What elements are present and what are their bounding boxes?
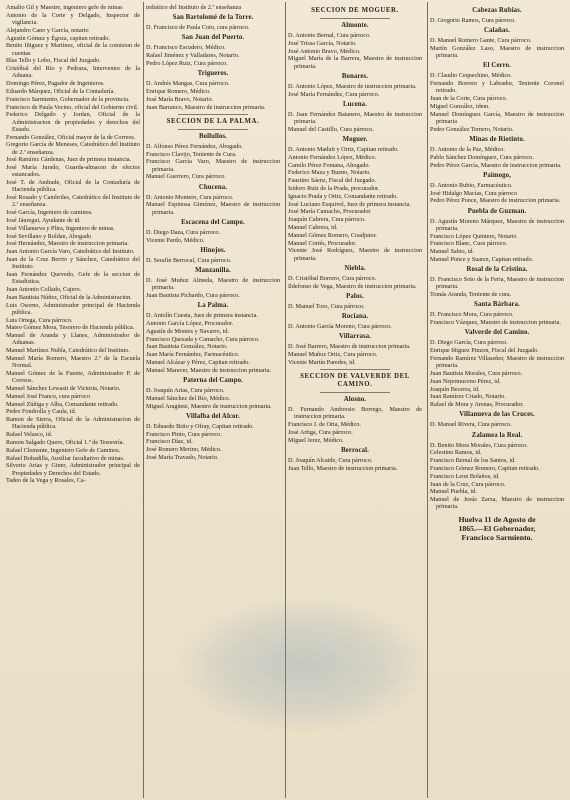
list-entry: Francisco Gómez Romero, Capitan retirado. (430, 464, 540, 472)
section-title: SECCION DE VALVERDE DEL CAMINO. (300, 372, 410, 388)
list-entry: Isidoro Ruiz de la Prada, procurador. (288, 184, 380, 192)
town-heading: Escacena del Campo. (181, 218, 245, 226)
closing-line: Francisco Sarmiento. (461, 532, 533, 542)
list-entry: Francisco Blanc, Cura párroco. (430, 240, 508, 248)
list-entry: Antonio Fernández López, Médico. (288, 153, 377, 161)
list-entry: D. Joaquín Arias, Cura párroco. (146, 386, 225, 394)
list-entry: José Hidalgo Macías, Cura párroco (430, 189, 518, 197)
list-entry: D. Antonio Bernal, Cura párroco. (288, 32, 371, 39)
list-entry: José Trissa García, Notario. (288, 39, 357, 47)
town-heading: Hinojos. (200, 246, 226, 254)
list-entry: José Luciano Esquivel, Juez de primera instancia. (288, 200, 412, 208)
list-entry: Miguel María de la Barrera, Maestro de instruccion primaria. (288, 55, 422, 70)
list-entry: D. Antonio Montero, Cura párroco. (146, 193, 234, 201)
list-entry: Manuel Zúñiga y Alba, Comandante retirado. (6, 400, 119, 408)
town-heading: Puebla de Guzman. (467, 207, 527, 215)
list-entry: Manuel del Castillo, Cura párroco. (288, 125, 374, 133)
list-entry: José Ramírez Cárdenas, Juez de primera instancia. (6, 156, 132, 164)
town-heading: Cabezas Rubias. (472, 7, 522, 14)
list-entry: Manuel de Jesús Zarza, Maestro de instruccion primaria. (430, 496, 564, 511)
list-entry: Manuel de Aranda y Llanes, Administrador de Aduanas. (6, 332, 140, 347)
list-entry: D. Antonio García Moreno, Cura párroco. (288, 322, 392, 330)
town-heading: Palos. (346, 292, 364, 300)
closing-line: Huelva 11 de Agosto de (458, 514, 536, 524)
list-entry: D. Joaquín Alcaide, Cura párroco. (288, 456, 373, 464)
list-entry: José Artiga, Cura párroco. (288, 428, 353, 436)
list-entry: José María Camacho, Procurador (288, 208, 371, 216)
list-entry: Manuel Muñoz Ortiz, Cura párroco. (288, 350, 378, 358)
list-entry: Manuel Cabrera, id. (288, 223, 338, 231)
list-entry: D. Francisco Escudero, Médico. (146, 44, 226, 52)
town-heading: Paimogo, (483, 171, 511, 179)
list-entry: Ramon Salgado Quero, Oficial 1.º de Tesorería. (6, 438, 125, 446)
town-heading: San Bartolomé de la Torre. (172, 14, 254, 22)
list-entry: Tadeo de la Vega y Rosales, Ca- (6, 477, 86, 485)
list-entry: Fernando Ramírez Villaseñor, Maestro de instruccion primaria. (430, 354, 564, 370)
list-entry: José Sevillano y Roldan, Abogado (6, 232, 92, 240)
town-heading: Moguer. (342, 136, 368, 143)
list-entry: D. Benito Mora Morales, Cura párroco. (430, 441, 528, 449)
list-entry: Manuel Puebla, id. (430, 488, 477, 496)
town-heading: Bonares. (341, 72, 369, 80)
list-entry: Francisco García Varo, Maestro de instruccion primaria. (146, 158, 280, 173)
list-entry: Francisco Díaz, id. (146, 438, 193, 446)
list-entry: Juan María Fernández, Farmacéutico. (146, 351, 240, 359)
section-title: SECCION DE MOGUER. (311, 7, 399, 14)
list-entry: José Hernández, Maestro de instruccion primaria. (6, 240, 129, 248)
list-entry: Ignacio Prada y Ortiz, Comandante retirado. (288, 192, 398, 200)
list-entry: Alejandro Cano y García, notario (6, 26, 89, 34)
town-heading: Bollullos. (198, 132, 227, 140)
list-entry: Manuel Maraver, Maestro de instruccion primaria. (146, 366, 272, 374)
section-title: SECCION DE LA PALMA. (166, 117, 260, 125)
list-entry: D. Cristóbal Borrero, Cura párroco. (288, 274, 377, 282)
list-entry: tedrático del Instituto de 2.ª enseñanza (146, 4, 242, 11)
list-entry: José Romero Merino, Médico. (146, 446, 222, 454)
list-entry: D. Diego Daza, Cura párroco. (146, 228, 221, 236)
list-entry: Amalio Gil y Maestre, ingeniero gefe de minas (6, 4, 123, 11)
column-rule (285, 2, 286, 798)
list-entry: Enrique Iñiguez Pinzon, Fiscal del Juzgado. (430, 347, 539, 355)
list-entry: Rafael Jiménez y Valladares, Notario. (146, 52, 240, 60)
list-entry: Juan de la Corte, Cura párroco. (430, 95, 508, 103)
closing-line: 1865.—El Gobernador, (458, 523, 536, 533)
list-entry: Pedro Pérez Ponce, Maestro de instruccion primaria. (430, 197, 561, 205)
list-entry: Vicente Martín Paredes, id. (288, 358, 356, 366)
list-entry: D. Antonio de la Paz, Médico. (430, 146, 505, 153)
town-heading: Lucena. (343, 100, 367, 108)
list-entry: Manuel Sabio, id. (430, 248, 474, 256)
list-entry: Manuel María Romero, Maestro 2.º de la Escuela Normal. (6, 354, 140, 370)
list-entry: Juan Ramírez Criado, Notario. (430, 393, 506, 401)
town-heading: Calañas. (484, 27, 510, 35)
section-divider (320, 369, 390, 370)
list-entry: Francisco López Quintero, Notario (430, 232, 517, 240)
list-entry: Juan de la Cruz Berrio y Sánchez, Catedrático del Instituto. (6, 255, 140, 271)
list-entry: Fernando Borrero y Labrador, Teniente Coronel retirado. (430, 80, 564, 95)
list-entry: Juan Tello, Maestro de instruccion primaria. (288, 464, 398, 472)
list-entry: Domingo Pérez, Pagador de Ingenieros. (6, 80, 105, 88)
list-entry: D. Andrés Mangas, Cura párroco. (146, 80, 230, 88)
column-rule (143, 2, 144, 798)
list-entry: D. Francisco Mora, Cura párroco. (430, 311, 514, 319)
column-3 (288, 4, 422, 796)
list-entry: Manuel Sánchez del Río, Médico. (146, 394, 231, 402)
list-entry: Miguel Jerez, Médico. (288, 436, 344, 444)
list-entry: Manuel Guerrero, Cura párroco. (146, 173, 226, 181)
list-entry: Gregorio García de Meneses, Catedrático del Instituto de 2.ª enseñanza. (6, 141, 140, 156)
town-heading: Manzanilla. (195, 267, 231, 274)
list-entry: Joaquín Cabrera, Cura párroco. (288, 216, 366, 224)
list-entry: Juan Bautista Morales, Cura párroco. (430, 369, 523, 377)
town-heading: Minas de Riotinto. (469, 136, 525, 143)
town-heading: Alosno. (343, 395, 367, 403)
town-heading: Chucena. (198, 183, 228, 191)
list-entry: Pedro López Ruiz, Cura párroco. (146, 60, 228, 67)
list-entry: Pedro Pérez García, Maestro de instruccion primaria. (430, 161, 562, 169)
list-entry: Miguel González, idem. (430, 103, 490, 110)
list-entry: Rafael Velasco, id. (6, 431, 53, 439)
list-entry: Francisco Clavijo, Teniente de Cura. (146, 150, 237, 158)
list-entry: Martín González Laso, Maestro de instruccion primaria. (430, 45, 564, 60)
list-entry: José Rosado y Cambriles, Catedrático del Instituto de 2.ª enseñanza. (6, 194, 140, 209)
section-divider (178, 114, 248, 115)
list-entry: D. Antolín Cuesta, Juez de primera instancia. (146, 312, 258, 320)
town-heading: Almonte. (341, 22, 369, 29)
list-entry: Tomás Aranda, Teniente de cura. (430, 291, 512, 299)
town-heading: Niebla. (344, 264, 366, 272)
list-entry: Blas Tello y Lobo, Fiscal del Juzgado. (6, 57, 101, 65)
list-entry: Rafael Bobadilla, Auxiliar facultativo de minas. (6, 454, 125, 462)
list-entry: Francisco Pinto, Cura párroco. (146, 430, 222, 438)
list-entry: Pedro Fondrolla y Caula, id. (6, 408, 77, 416)
town-heading: San Juan del Puerto. (181, 34, 245, 42)
list-entry: D. Alfonso Pérez Fernández, Abogado. (146, 142, 243, 150)
list-entry: Juan Antonio Collado, Cajero. (6, 285, 82, 293)
list-entry: D. Antonio Rubio, Farmacéutico. (430, 181, 513, 189)
list-entry: D. Diego García, Cura párroco. (430, 339, 508, 347)
town-heading: Valverde del Camino. (464, 329, 530, 337)
list-entry: Celestino Ramos, id. (430, 449, 482, 457)
list-entry: D. Eduardo Brito y Ofray, Capitan retirado. (146, 422, 254, 430)
list-entry: D. Francisco Soto de la Feria, Maestro de instruccion primaria. (430, 276, 564, 291)
list-entry: Vicente José Rodríguez, Maestro de instruccion primaria. (288, 247, 422, 262)
list-entry: Francisco Bernal de los Santos, id. (430, 457, 516, 465)
list-entry: Juan Nepomuceno Pérez, id. (430, 377, 501, 385)
list-entry: Rafael Clemente, Ingeniero Gefe de Caminos. (6, 446, 121, 454)
list-entry: Manuel Sánchez Lewasti de Victoria, Notario. (6, 384, 121, 392)
list-entry: D. José Barrero, Maestro de instruccion primaria. (288, 343, 411, 351)
list-entry: Silverio Arias y Giner, Administrador principal de Propiedades y Derechos del Estado. (6, 462, 140, 477)
list-entry: Juan Bautista Pichardo, Cura párroco. (146, 292, 240, 299)
list-entry: Luis Osorno, Administrador principal de Hacienda pública. (6, 301, 140, 316)
list-entry: José Antonio Bravo, Médico. (288, 47, 361, 55)
list-entry: Manuel Gómez Romero, Coadjutor. (288, 231, 377, 239)
list-entry: Federico Delgado y Jordan, Oficial de la Administracion de propiedades y derechos del Estado. (6, 111, 140, 133)
list-entry: D. Serafín Berrocal, Cura párroco. (146, 256, 232, 264)
list-entry: Francisco Leon Bolaños, id. (430, 472, 500, 480)
town-heading: Villarrasa. (339, 333, 371, 341)
list-entry: Mateo Gómez Mora, Tesorero de Hacienda pública. (6, 324, 135, 332)
section-divider (178, 129, 248, 130)
list-entry: D. Juan Fernández Batanero, Maestro de instruccion primaria. (288, 110, 422, 125)
list-entry: Faustino Sáenz, Fiscal del Juzgado. (288, 177, 376, 185)
column-rule (427, 2, 428, 798)
list-entry: Vicente Pardo, Médico. (146, 236, 205, 244)
list-entry: Juan Bautista González, Notario. (146, 343, 228, 351)
list-entry: D. Fernando Ambrosio Borrego, Maestro de instruccion primaria. (288, 405, 422, 421)
list-entry: D. Claudio Cequechino, Médico. (430, 72, 512, 80)
list-entry: Ramon de Sierra, Oficial de la Administracion de Hacienda pública. (6, 416, 140, 431)
list-entry: Ildefonso de Vega, Maestro de instruccion primaria. (288, 282, 417, 290)
section-divider (320, 18, 390, 19)
list-entry: Rafael de Mora y Arenas, Procurador. (430, 401, 524, 409)
list-entry: Agustín de Montes y Navarro, id. (146, 327, 230, 335)
list-entry: Luis Ortega, Cura párroco. (6, 316, 73, 324)
column-2 (146, 4, 280, 796)
list-entry: D. Agustín Moreno Márquez, Maestro de instruccion primaria. (430, 217, 564, 232)
list-entry: Joaquín Becerra, id. (430, 385, 480, 393)
list-entry: Manuel Ponce y Suarez, Capitan retirado. (430, 255, 534, 263)
town-heading: La Palma. (197, 302, 229, 310)
town-heading: Zalamea la Real. (471, 431, 523, 439)
list-entry: Juan Barranco, Maestro de instruccion primaria. (146, 103, 266, 111)
list-entry: Miguel Aragüete, Maestro de instruccion primaria. (146, 402, 272, 410)
town-heading: Villalba del Alcor. (186, 412, 240, 420)
closing-signature (430, 515, 564, 542)
list-entry: Federico Maza y Bueno, Notario. (288, 169, 371, 177)
column-1 (6, 4, 140, 796)
town-heading: Rociana. (341, 312, 369, 320)
list-entry: Enrique Romero, Médico. (146, 88, 211, 95)
list-entry: Pablo Sánchez Domínguez, Cura párroco. (430, 153, 534, 161)
list-entry: Juan Fernández Quevedo, Gefe de la seccion de Estadística. (6, 270, 140, 286)
list-entry: Francisco J. de Orta, Médico. (288, 420, 362, 428)
list-entry: José María Bravo, Notario. (146, 95, 214, 103)
list-entry: D. Antonio López, Maestro de instruccion primaria. (288, 82, 417, 90)
list-entry: Manuel Martínez Nubla, Catedrático del Instituto. (6, 347, 130, 355)
list-entry: D. Antonio Maduit y Ortiz, Capitan retirado. (288, 146, 399, 153)
list-entry: José Villanueva y Plira, Ingeniero de minas. (6, 224, 115, 232)
list-entry: José Jáuregui, Ayudante de id. (6, 216, 81, 224)
list-entry: D. Manuel Rivera, Cura párroco. (430, 421, 512, 429)
town-heading: Berrocal. (341, 446, 369, 454)
column-4 (430, 4, 564, 796)
list-entry: Francisco Sarmiento, Gobernador de la provincia. (6, 95, 130, 103)
list-entry: Cristóbal del Río y Pedraza, Interventor de la Aduana. (6, 65, 140, 80)
list-entry: Manuel Cortés, Procurador. (288, 239, 357, 247)
list-entry: José María Travado, Notario. (146, 453, 219, 461)
list-entry: Francisco Vázquez, Maestro de instruccion primaria. (430, 319, 561, 327)
list-entry: Manuel José Franco, cura párroco (6, 392, 91, 400)
section-divider (320, 392, 390, 393)
list-entry: José María Jurado, Guarda-almacen de efectos estancados. (6, 164, 140, 179)
list-entry: Francisco Quesada y Camacho, Cura párroco. (146, 335, 260, 343)
list-entry: José María Fernández, Cura párroco. (288, 90, 380, 98)
list-entry: Manuel Alcázar y Pérez, Capitan retirado. (146, 358, 250, 366)
list-entry: D. Gregorio Ramos, Cura párroco. (430, 17, 516, 24)
list-entry: José T. de Andrade, Oficial de la Contaduría de Hacienda pública. (6, 179, 140, 194)
town-heading: El Cerro. (483, 62, 511, 70)
list-entry: Juan Antonio García Varo, Catedrático del Instituto. (6, 248, 135, 256)
list-entry: Pedro González Ternero, Notario. (430, 125, 514, 133)
list-entry: Manuel Domínguez García, Maestro de instruccion primaria (430, 110, 564, 125)
town-heading: Santa Bárbara. (474, 301, 520, 309)
town-heading: Trigueros. (197, 70, 229, 78)
list-entry: Juan de la Cruz, Cura párroco. (430, 480, 506, 488)
list-entry: Antonio de la Corte y Delgado, Inspector de vigilancia. (6, 11, 140, 26)
list-entry: D. Francisco de Paula Coto, cura párroco. (146, 24, 250, 32)
town-heading: Paterna del Campo. (183, 376, 243, 384)
list-entry: Manuel Gómez de la Fuente, Administrador P. de Correos. (6, 369, 140, 385)
list-entry: D. Manuel Toro, Cura párroco. (288, 302, 365, 310)
town-heading: Rosal de la Cristina. (466, 266, 528, 274)
list-entry: José García, Ingeniero de caminos. (6, 209, 93, 217)
list-entry: D. Manuel Romero Gante, Cura párroco. (430, 37, 532, 45)
list-entry: Francisco de Paula Vecino, oficial del Gobierno civil. (6, 103, 139, 111)
list-entry: Camilo Pérez Fontana, Abogado. (288, 161, 370, 169)
list-entry: D. José Muñoz Almeda, Maestro de instruccion primaria. (146, 277, 280, 292)
list-entry: Antonio García López, Procurador. (146, 320, 234, 327)
list-entry: Fernando González, Oficial mayor de la de Correos. (6, 133, 136, 141)
list-entry: Juan Bautista Núñez, Oficial de la Administracion. (6, 293, 132, 301)
list-entry: Manuel Espinosa Giménez, Maestro de instruccion primaria. (146, 201, 280, 216)
list-entry: Eduardo Márquez, Oficial de la Contaduría. (6, 87, 115, 95)
list-entry: Benito Iñiguez y Martínez, oficial de la comision de cuentas (6, 42, 140, 57)
town-heading: Villanueva de las Cruces. (459, 411, 535, 419)
list-entry: Agustín Gómez y Égoza, capitan retirado. (6, 34, 110, 42)
